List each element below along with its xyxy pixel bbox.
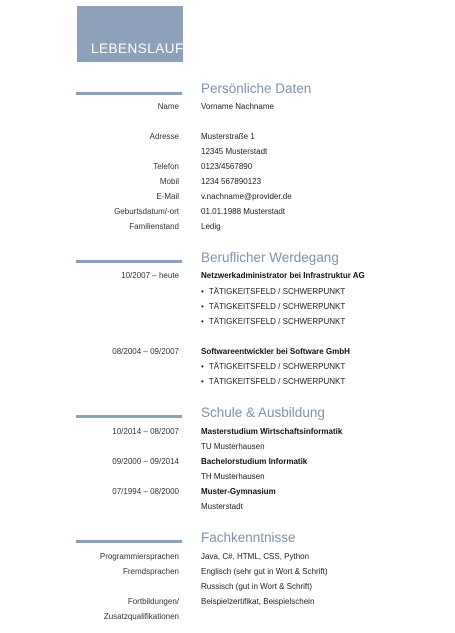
edu-degree: Bachelorstudium Informatik [201,457,308,466]
label-training: Fortbildungen/ [127,597,179,606]
label-languages: Fremdsprachen [122,567,179,576]
job-bullet-row [0,374,455,389]
value-language: Russisch (gut in Wort & Schrift) [201,582,312,591]
value-city: 12345 Musterstadt [201,147,268,156]
edu-period: 07/1994 – 08/2000 [112,487,179,496]
label-family: Familienstand [129,222,179,231]
row-mobile [0,174,455,189]
edu-row [0,499,455,514]
section-divider [76,92,182,95]
value-programming: Java, C#, HTML, CSS, Python [201,552,310,561]
skill-row [0,579,455,594]
label-training-cont: Zusatzqualifikationen [103,612,179,621]
value-mobile: 1234 567890123 [201,177,262,186]
label-phone: Telefon [153,162,179,171]
job-position: Netzwerkadministrator bei Infrastruktur AG [201,271,365,280]
job-bullet: • TÄTIGKEITSFELD / SCHWERPUNKT [201,284,345,299]
skill-row [0,549,455,564]
row-city [0,144,455,159]
edu-degree: Muster-Gymnasium [201,487,276,496]
job-bullet-row [0,284,455,299]
skill-row [0,564,455,579]
job-period: 08/2004 – 09/2007 [112,347,179,356]
row-birth [0,204,455,219]
job-period-row [0,268,455,283]
section-divider [76,260,182,263]
value-family: Ledig [201,222,221,231]
section-title-personal: Persönliche Daten [201,81,312,96]
label-email: E-Mail [156,192,179,201]
edu-row [0,439,455,454]
section-title-career: Beruflicher Werdegang [201,250,339,265]
job-bullet: • TÄTIGKEITSFELD / SCHWERPUNKT [201,299,345,314]
section-title-skills: Fachkenntnisse [201,530,296,545]
edu-institution: TH Musterhausen [201,472,265,481]
row-name [0,99,455,114]
edu-degree: Masterstudium Wirtschaftsinformatik [201,427,343,436]
job-period: 10/2007 – heute [121,271,179,280]
edu-institution: Musterstadt [201,502,243,511]
edu-row [0,424,455,439]
label-birth: Geburtsdatum/-ort [114,207,179,216]
page-title: LEBENSLAUF [91,41,184,56]
value-language: Englisch (sehr gut in Wort & Schrift) [201,567,328,576]
header-banner [77,6,183,62]
section-divider [76,540,182,543]
edu-row [0,469,455,484]
label-mobile: Mobil [159,177,179,186]
edu-row [0,484,455,499]
edu-institution: TU Musterhausen [201,442,265,451]
section-title-education: Schule & Ausbildung [201,405,325,420]
label-programming: Programmiersprachen [99,552,179,561]
section-divider [76,415,182,418]
label-name: Name [157,102,179,111]
value-email: v.nachname@provider.de [201,192,292,201]
job-position: Softwareentwickler bei Software GmbH [201,347,350,356]
value-phone: 0123/4567890 [201,162,253,171]
edu-period: 10/2014 – 08/2007 [112,427,179,436]
skill-row [0,594,455,609]
job-bullet: • TÄTIGKEITSFELD / SCHWERPUNKT [201,374,345,389]
row-address [0,129,455,144]
job-bullet-row [0,299,455,314]
job-bullet: • TÄTIGKEITSFELD / SCHWERPUNKT [201,314,345,329]
row-family [0,219,455,234]
edu-period: 09/2000 – 09/2014 [112,457,179,466]
row-email [0,189,455,204]
skill-row [0,609,455,624]
job-period-row [0,344,455,359]
job-bullet: • TÄTIGKEITSFELD / SCHWERPUNKT [201,359,345,374]
job-bullet-row [0,359,455,374]
row-phone [0,159,455,174]
value-birth: 01.01.1988 Musterstadt [201,207,286,216]
value-name: Vorname Nachname [201,102,274,111]
label-address: Adresse [149,132,179,141]
edu-row [0,454,455,469]
job-bullet-row [0,314,455,329]
value-street: Musterstraße 1 [201,132,255,141]
value-training: Beispielzertifikat, Beispielschein [201,597,315,606]
